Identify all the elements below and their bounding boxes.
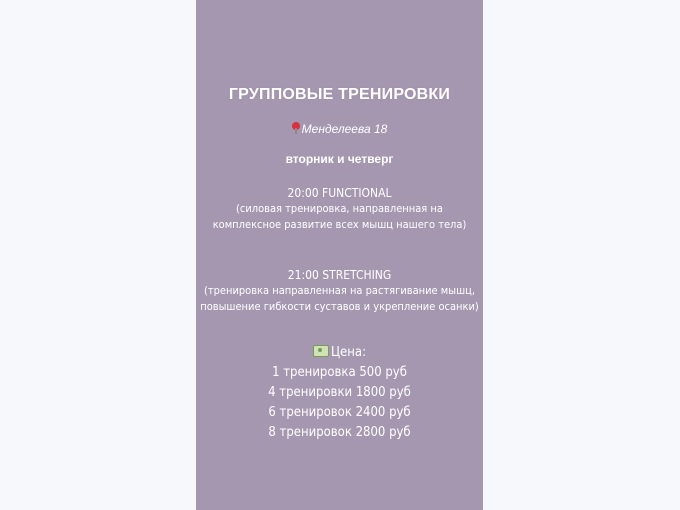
class-heading: 20:00 FUNCTIONAL	[287, 186, 392, 200]
price-list	[196, 343, 483, 443]
price-label: Цена:	[330, 345, 367, 360]
price-header	[196, 343, 483, 363]
story-title: ГРУППОВЫЕ ТРЕНИРОВКИ	[228, 86, 451, 103]
price-item: 4 тренировки 1800 руб	[268, 385, 411, 400]
address-line	[196, 122, 483, 136]
class-block-stretching	[196, 267, 483, 315]
class-block-functional	[196, 185, 483, 233]
class-description-line: повышение гибкости суставов и укрепление осанки)	[200, 300, 479, 313]
address-text: Менделеева 18	[301, 122, 388, 136]
round-pushpin-icon	[292, 122, 300, 134]
price-item: 6 тренировок 2400 руб	[268, 405, 411, 420]
class-description-line: комплексное развитие всех мышц нашего тела)	[212, 218, 467, 231]
story-card	[196, 0, 483, 510]
price-item: 1 тренировка 500 руб	[272, 365, 407, 380]
class-heading: 21:00 STRETCHING	[287, 268, 392, 282]
money-bag-icon	[313, 345, 329, 357]
class-description-line: (силовая тренировка, направленная на	[236, 202, 443, 215]
schedule-days: вторник и четверг	[285, 152, 394, 166]
price-item: 8 тренировок 2800 руб	[268, 425, 411, 440]
class-description-line: (тренировка направленная на растягивание мышц,	[203, 284, 476, 297]
